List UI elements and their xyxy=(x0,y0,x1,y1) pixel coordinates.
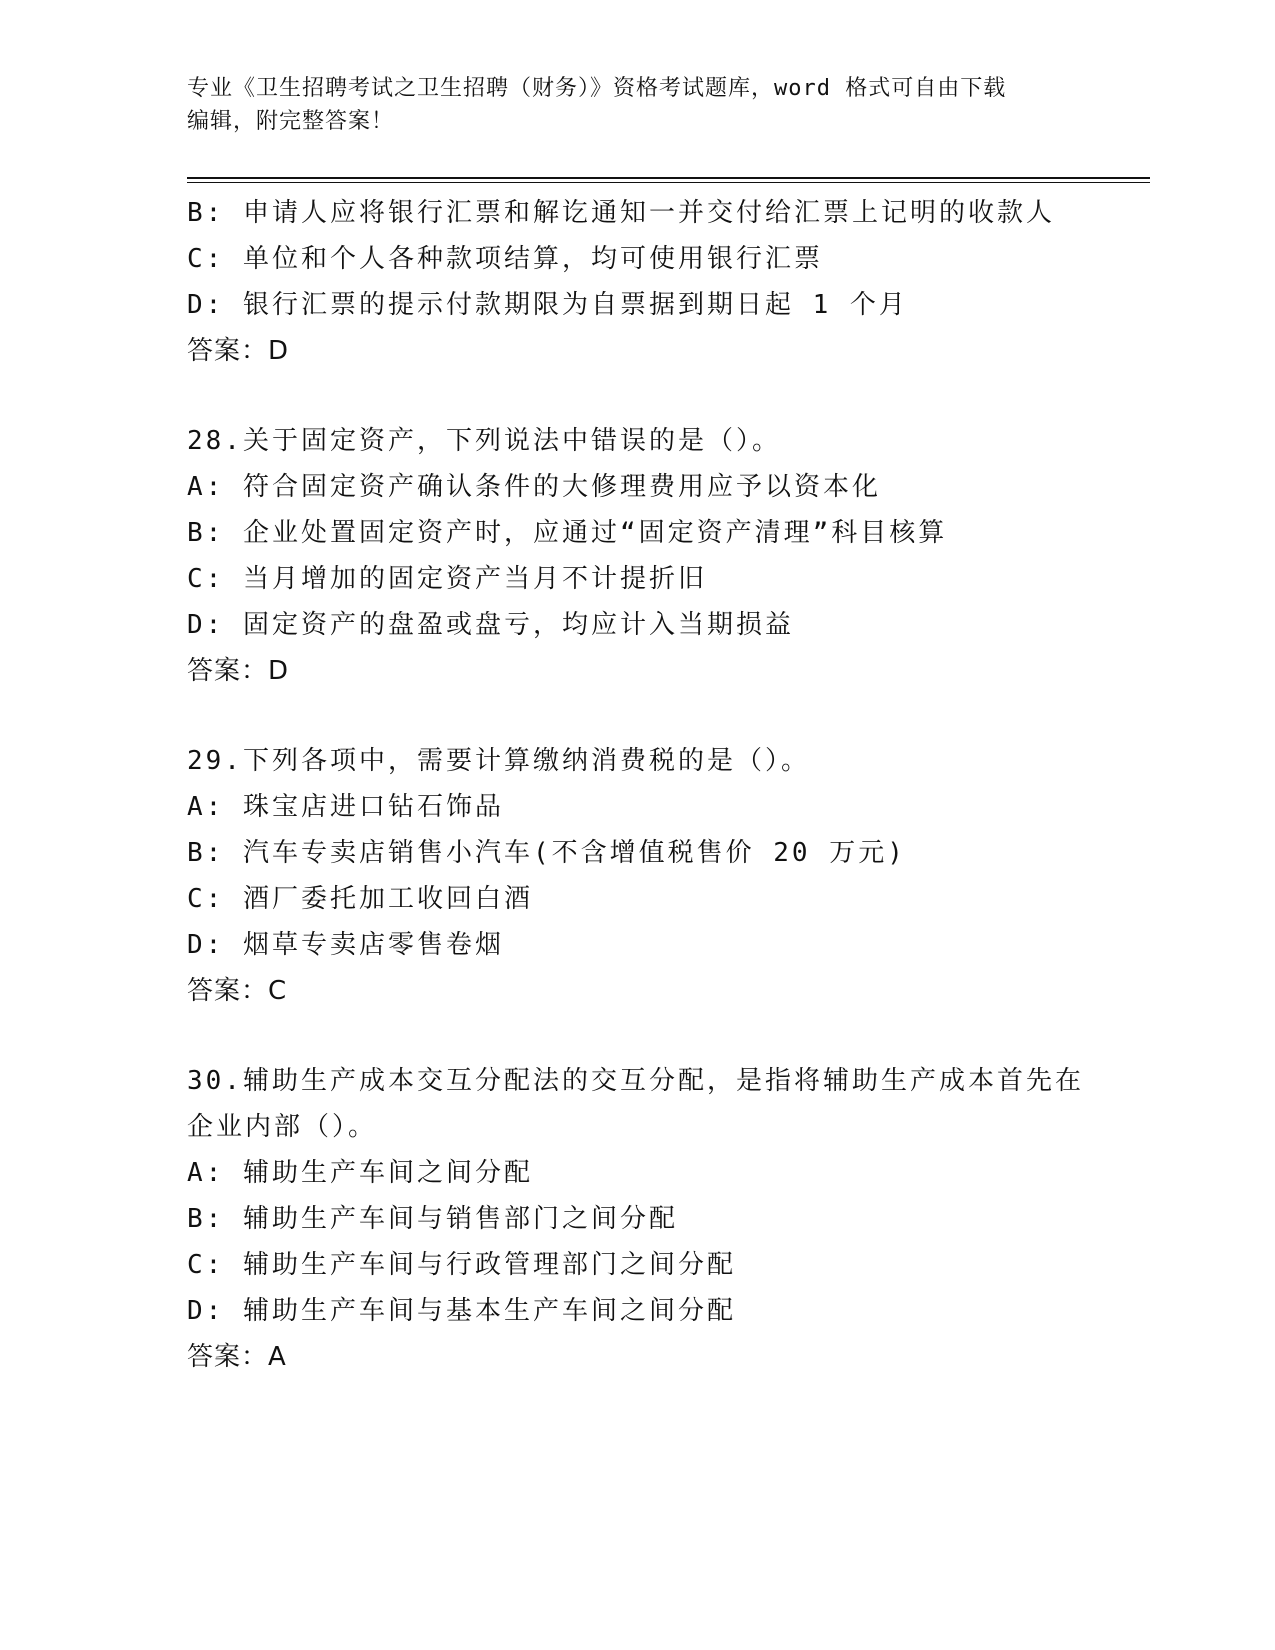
answer: 答案：A xyxy=(187,1342,287,1372)
question-stem: 29.下列各项中，需要计算缴纳消费税的是（）。 xyxy=(187,746,810,776)
option-a: A: 符合固定资产确认条件的大修理费用应予以资本化 xyxy=(187,472,881,502)
header-line-2: 编辑，附完整答案！ xyxy=(187,109,395,134)
option-b: B: 辅助生产车间与销售部门之间分配 xyxy=(187,1204,678,1234)
answer: 答案：D xyxy=(187,336,290,366)
question-stem-line-2: 企业内部（）。 xyxy=(187,1112,378,1142)
option-a: A: 辅助生产车间之间分配 xyxy=(187,1158,533,1188)
answer: 答案：D xyxy=(187,656,290,686)
answer: 答案：C xyxy=(187,976,288,1006)
header-divider xyxy=(187,177,1150,183)
question-28 xyxy=(187,418,1107,694)
question-29 xyxy=(187,738,1107,1014)
option-c: C: 酒厂委托加工收回白酒 xyxy=(187,884,533,914)
option-c: C: 当月增加的固定资产当月不计提折旧 xyxy=(187,564,707,594)
option-b: B: 申请人应将银行汇票和解讫通知一并交付给汇票上记明的收款人 xyxy=(187,198,1055,228)
option-d: D: 固定资产的盘盈或盘亏，均应计入当期损益 xyxy=(187,610,794,640)
question-30 xyxy=(187,1058,1107,1380)
question-stem-line-1: 30.辅助生产成本交互分配法的交互分配，是指将辅助生产成本首先在 xyxy=(187,1066,1084,1096)
option-d: D: 烟草专卖店零售卷烟 xyxy=(187,930,504,960)
option-d: D: 辅助生产车间与基本生产车间之间分配 xyxy=(187,1296,736,1326)
document-body xyxy=(187,190,1107,1380)
option-a: A: 珠宝店进口钻石饰品 xyxy=(187,792,504,822)
question-stem: 28.关于固定资产，下列说法中错误的是（）。 xyxy=(187,426,781,456)
option-c: C: 辅助生产车间与行政管理部门之间分配 xyxy=(187,1250,736,1280)
question-27-continued xyxy=(187,190,1107,374)
option-c: C: 单位和个人各种款项结算，均可使用银行汇票 xyxy=(187,244,823,274)
option-b: B: 汽车专卖店销售小汽车(不含增值税售价 20 万元) xyxy=(187,838,906,868)
document-header xyxy=(187,72,1087,138)
option-b: B: 企业处置固定资产时，应通过“固定资产清理”科目核算 xyxy=(187,518,948,548)
header-line-1: 专业《卫生招聘考试之卫生招聘（财务）》资格考试题库，word 格式可自由下载 xyxy=(187,76,1007,101)
option-d: D: 银行汇票的提示付款期限为自票据到期日起 1 个月 xyxy=(187,290,908,320)
